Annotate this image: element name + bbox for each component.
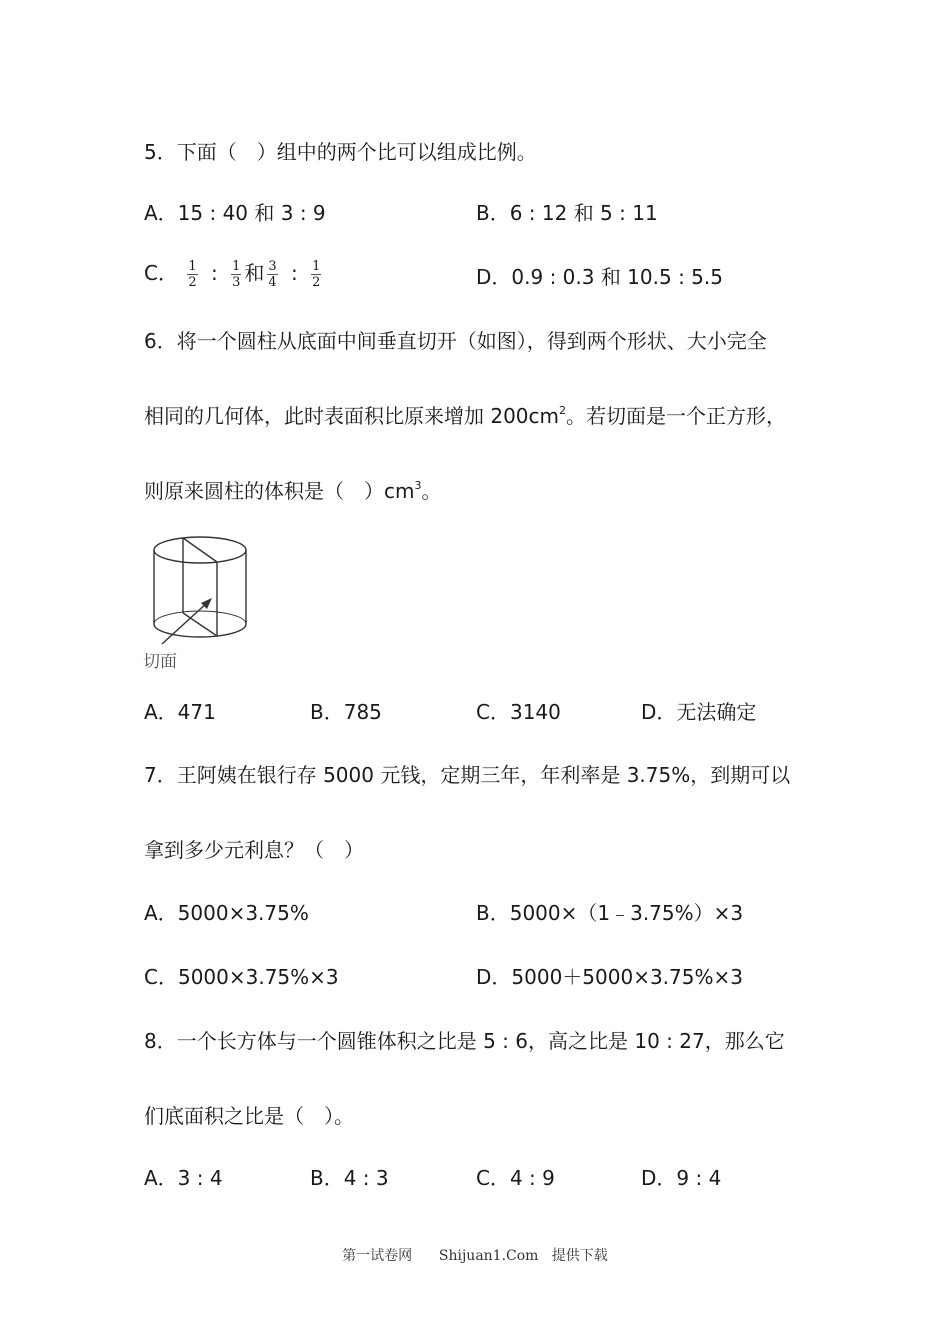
ratio-colon-2: : bbox=[291, 261, 298, 285]
q7-stem-line1: 7．王阿姨在银行存 5000 元钱，定期三年，年利率是 3.75%，到期可以 bbox=[144, 763, 791, 787]
q5-option-a: A．15 : 40 和 3 : 9 bbox=[144, 201, 326, 225]
q6-stem-line2: 相同的几何体，此时表面积比原来增加 $200cm^2$。若切面是一个正方形， bbox=[144, 404, 787, 428]
q5-option-b: B．6 : 12 和 5 : 11 bbox=[476, 201, 658, 225]
q5-option-d: D．0.9 : 0.3 和 10.5 : 5.5 bbox=[476, 265, 723, 289]
q6-stem-line3: 则原来圆柱的体积是（ ）$cm^3$。 bbox=[144, 479, 442, 503]
arrow-line bbox=[162, 602, 208, 644]
q8-option-a: A．3 : 4 bbox=[144, 1166, 223, 1190]
q6-option-d: D．无法确定 bbox=[641, 700, 757, 724]
figure-label: 切面 bbox=[143, 652, 177, 672]
cylinder-bottom-back bbox=[154, 611, 246, 624]
q6-stem-line1: 6．将一个圆柱从底面中间垂直切开（如图），得到两个形状、大小完全 bbox=[144, 329, 767, 353]
q7-option-d: D．5000＋5000×3.75%×3 bbox=[476, 965, 743, 989]
q8-stem-line1: 8．一个长方体与一个圆锥体积之比是 5 : 6，高之比是 10 : 27，那么它 bbox=[144, 1029, 785, 1053]
q7-option-a: A．5000×3.75% bbox=[144, 901, 309, 925]
fraction-2: $\frac{1}{3}$ bbox=[232, 259, 241, 290]
ratio-colon: : bbox=[210, 261, 218, 285]
q7-option-b: B．5000×（1﹣3.75%）×3 bbox=[476, 901, 744, 925]
q8-stem-line2: 们底面积之比是（ ）。 bbox=[144, 1104, 354, 1128]
q5-option-c bbox=[144, 259, 324, 290]
q6-option-a: A．471 bbox=[144, 700, 216, 724]
q6-option-c: C．3140 bbox=[476, 700, 561, 724]
q8-option-c: C．4 : 9 bbox=[476, 1166, 555, 1190]
q7-option-c: C．5000×3.75%×3 bbox=[144, 965, 339, 989]
q8-option-d: D．9 : 4 bbox=[641, 1166, 722, 1190]
q5-stem: 5．下面（ ）组中的两个比可以组成比例。 bbox=[144, 140, 537, 164]
fraction-4: $\frac{1}{2}$ bbox=[312, 259, 321, 290]
cut-bottom-edge bbox=[183, 613, 217, 636]
page-footer: 第一试卷网 Shijuan1.Com 提供下载 bbox=[342, 1248, 608, 1264]
fraction-3: $\frac{3}{4}$ bbox=[268, 259, 277, 290]
q5-option-c-and: 和 bbox=[244, 261, 265, 285]
q7-stem-line2: 拿到多少元利息？（ ） bbox=[144, 838, 364, 862]
q8-option-b: B．4 : 3 bbox=[310, 1166, 389, 1190]
q5-option-c-prefix: C． bbox=[144, 261, 178, 285]
cylinder-bottom-front bbox=[154, 624, 246, 637]
fraction-1: $\frac{1}{2}$ bbox=[188, 259, 197, 290]
q6-option-b: B．785 bbox=[310, 700, 382, 724]
cylinder-figure bbox=[140, 530, 260, 645]
cut-top-edge bbox=[183, 538, 217, 562]
